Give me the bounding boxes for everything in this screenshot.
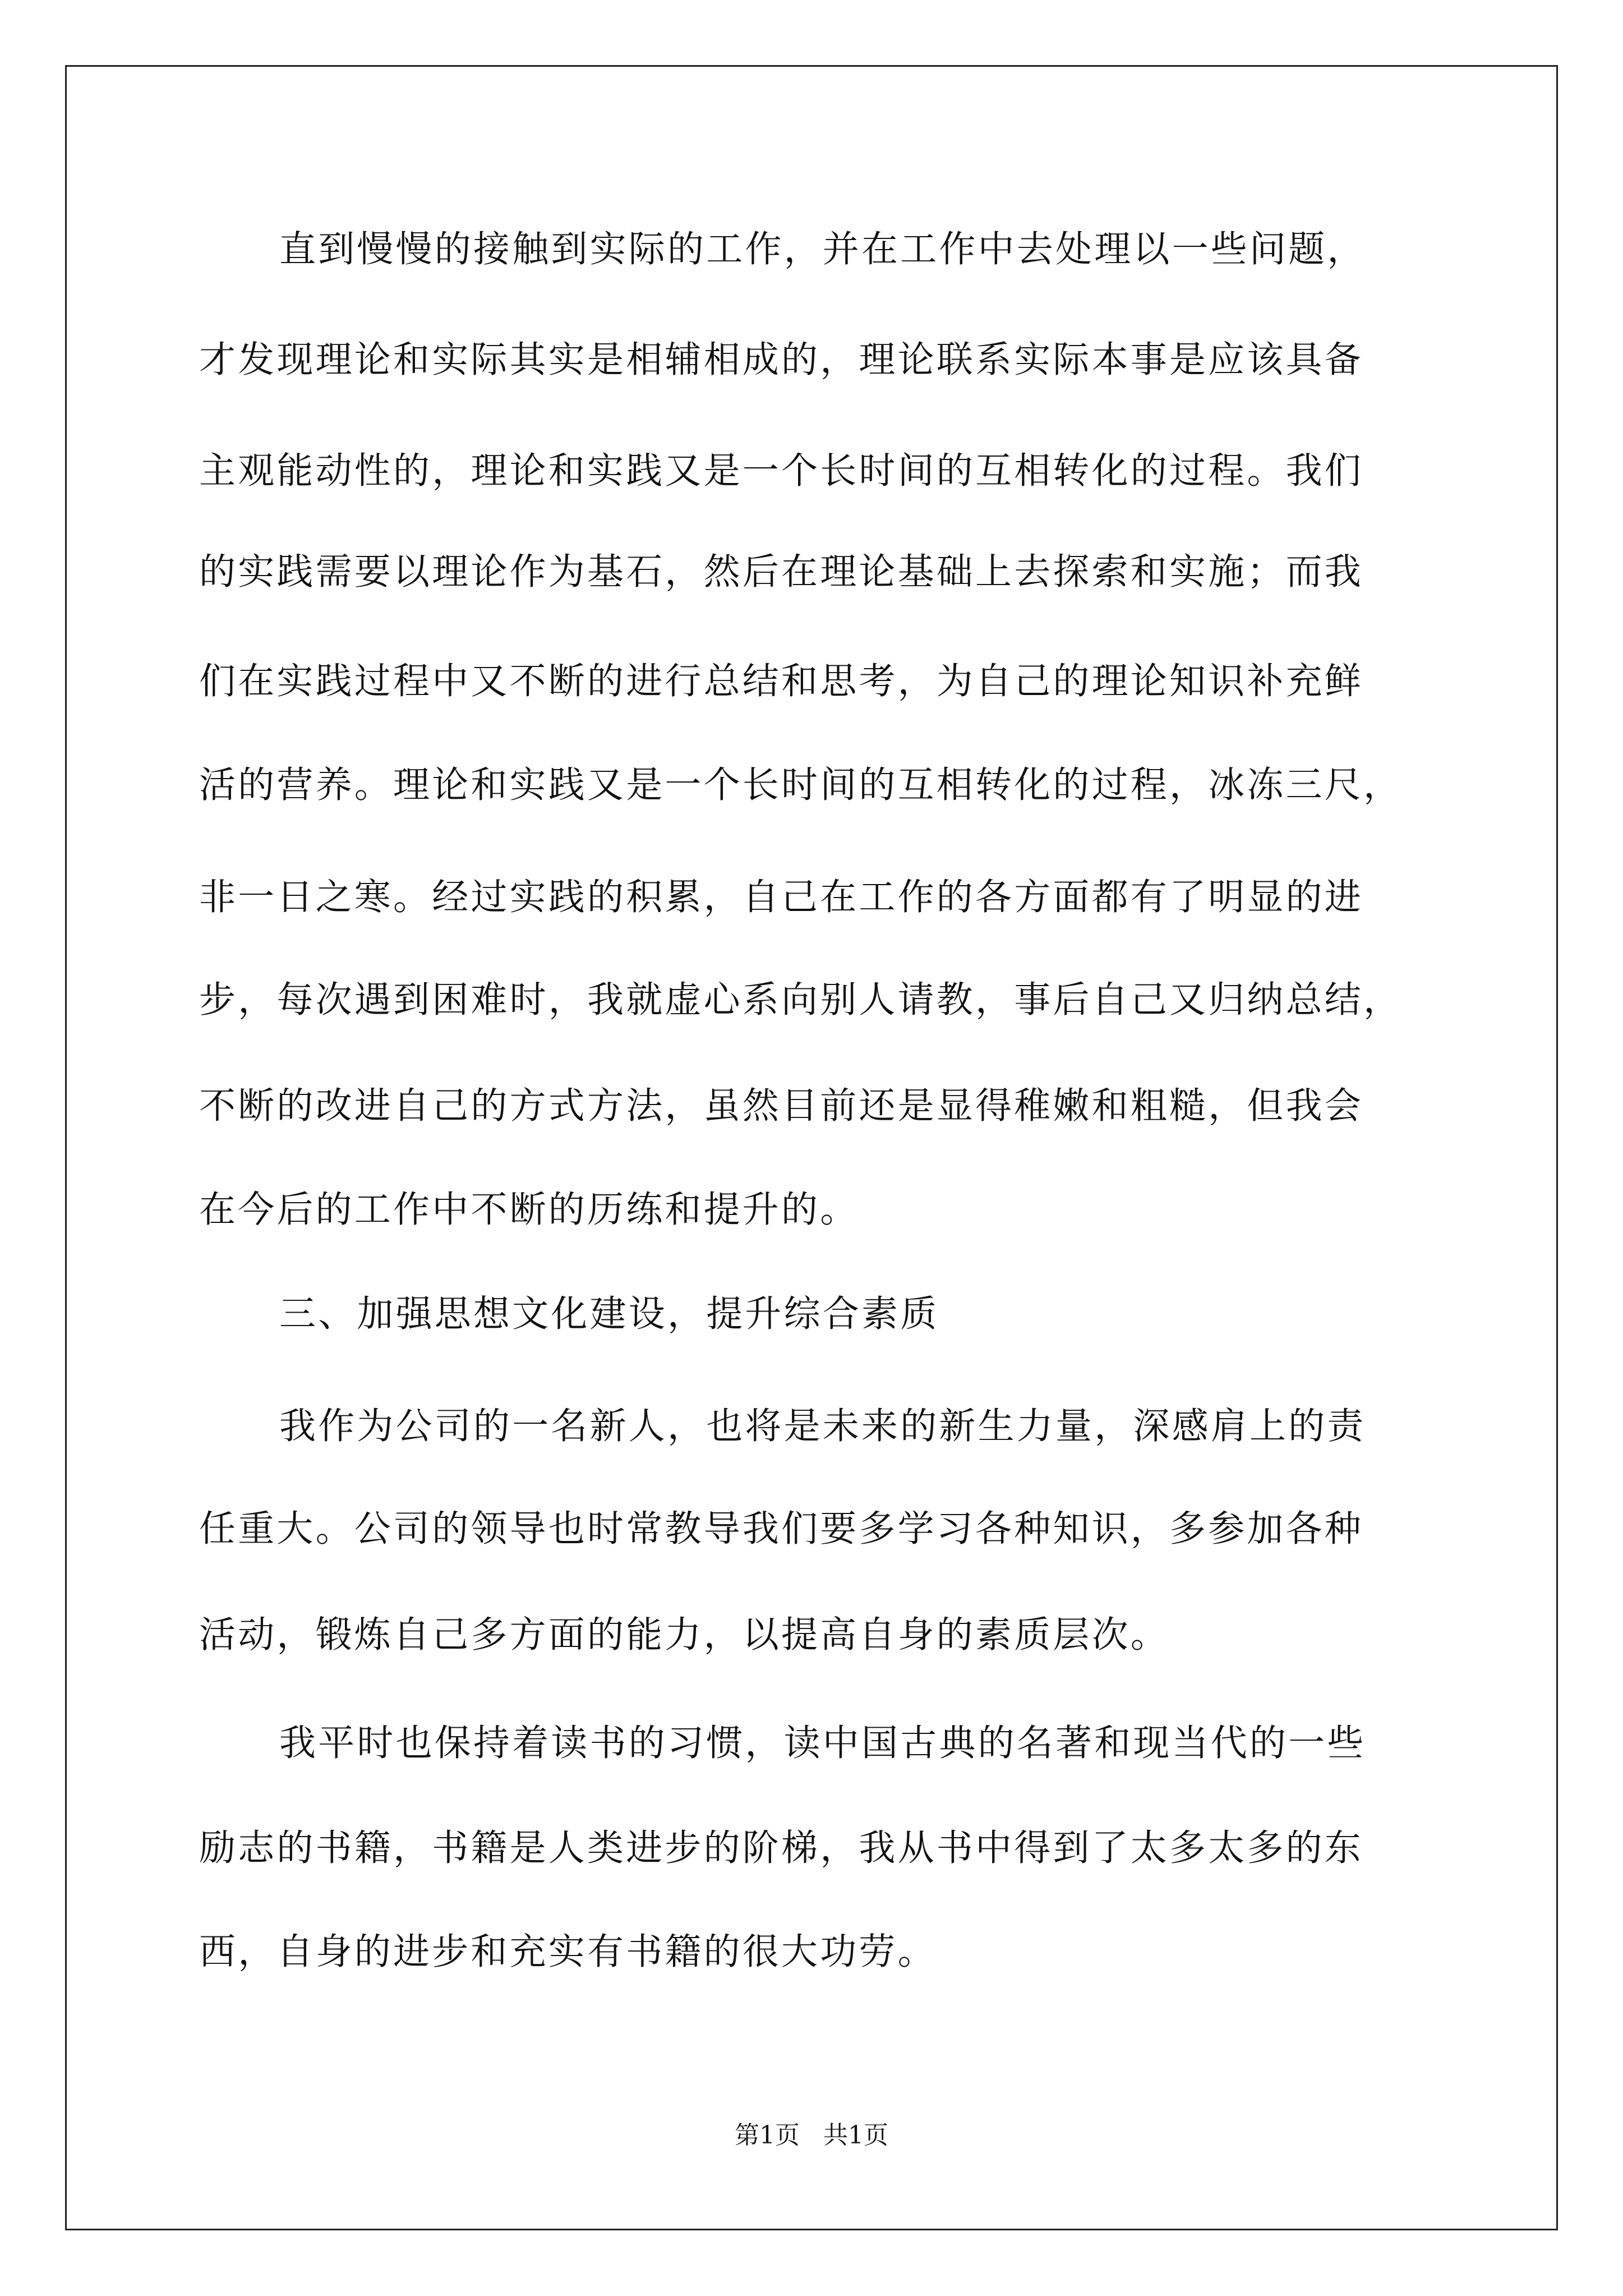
paragraph-line: 励志的书籍，书籍是人类进步的阶梯，我从书中得到了太多太多的东 xyxy=(199,1827,1364,1869)
paragraph-line: 主观能动性的，理论和实践又是一个长时间的互相转化的过程。我们 xyxy=(199,450,1364,492)
section-heading: 三、加强思想文化建设，提升综合素质 xyxy=(279,1293,939,1335)
paragraph-line: 我平时也保持着读书的习惯，读中国古典的名著和现当代的一些 xyxy=(279,1722,1366,1764)
page-frame xyxy=(65,65,1558,2230)
paragraph-line: 在今后的工作中不断的历练和提升的。 xyxy=(199,1189,859,1231)
paragraph-line: 任重大。公司的领导也时常教导我们要多学习各种知识，多参加各种 xyxy=(199,1508,1364,1550)
page-number-footer: 第1页 共1页 xyxy=(735,2121,888,2150)
paragraph-line: 活动，锻炼自己多方面的能力，以提高自身的素质层次。 xyxy=(199,1614,1170,1656)
paragraph-line: 步，每次遇到困难时，我就虚心系向别人请教，事后自己又归纳总结， xyxy=(199,979,1403,1021)
paragraph-line: 不断的改进自己的方式方法，虽然目前还是显得稚嫩和粗糙，但我会 xyxy=(199,1085,1364,1127)
paragraph-line: 的实践需要以理论作为基石，然后在理论基础上去探索和实施；而我 xyxy=(199,551,1364,593)
paragraph-line: 西，自身的进步和充实有书籍的很大功劳。 xyxy=(199,1931,937,1973)
paragraph-line: 我作为公司的一名新人，也将是未来的新生力量，深感肩上的责 xyxy=(279,1405,1366,1447)
paragraph-line: 非一日之寒。经过实践的积累，自己在工作的各方面都有了明显的进 xyxy=(199,876,1364,918)
paragraph-line: 们在实践过程中又不断的进行总结和思考，为自己的理论知识补充鲜 xyxy=(199,660,1364,702)
paragraph-line: 直到慢慢的接触到实际的工作，并在工作中去处理以一些问题， xyxy=(279,228,1366,270)
paragraph-line: 活的营养。理论和实践又是一个长时间的互相转化的过程，冰冻三尺， xyxy=(199,764,1403,806)
paragraph-line: 才发现理论和实际其实是相辅相成的，理论联系实际本事是应该具备 xyxy=(199,339,1364,381)
